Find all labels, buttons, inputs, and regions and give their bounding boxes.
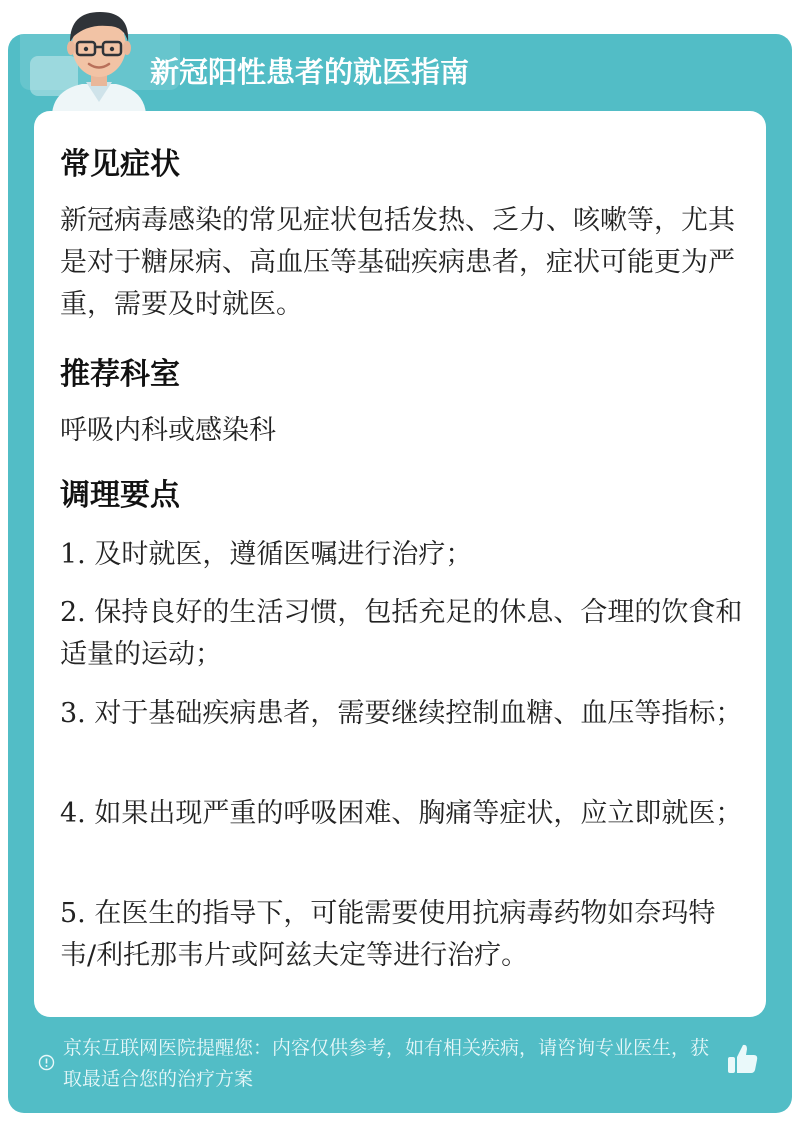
section-title-department: 推荐科室 xyxy=(60,357,180,392)
doctor-avatar-icon xyxy=(44,6,154,114)
list-item: 2. 保持良好的生活习惯，包括充足的休息、合理的饮食和适量的运动； xyxy=(60,597,743,670)
section-title-care-points: 调理要点 xyxy=(60,478,180,513)
thumbs-up-icon[interactable] xyxy=(724,1041,760,1077)
info-icon xyxy=(38,1054,55,1071)
list-item: 5. 在医生的指导下，可能需要使用抗病毒药物如奈玛特韦/利托那韦片或阿兹夫定等进行治疗。 xyxy=(60,898,716,971)
page-title: 新冠阳性患者的就医指南 xyxy=(150,55,470,89)
symptoms-text: 新冠病毒感染的常见症状包括发热、乏力、咳嗽等，尤其是对于糖尿病、高血压等基础疾病患者，症状可能更为严重，需要及时就医。 xyxy=(60,205,735,320)
list-item: 3. 对于基础疾病患者，需要继续控制血糖、血压等指标； xyxy=(60,698,743,729)
content-card xyxy=(34,111,766,1017)
section-title-symptoms: 常见症状 xyxy=(60,147,180,182)
department-text: 呼吸内科或感染科 xyxy=(60,415,276,446)
list-item: 1. 及时就医，遵循医嘱进行治疗； xyxy=(60,539,473,570)
disclaimer-text: 京东互联网医院提醒您：内容仅供参考，如有相关疾病，请咨询专业医生，获取最适合您的治疗方案 xyxy=(63,1037,710,1090)
list-item: 4. 如果出现严重的呼吸困难、胸痛等症状，应立即就医； xyxy=(60,798,743,829)
